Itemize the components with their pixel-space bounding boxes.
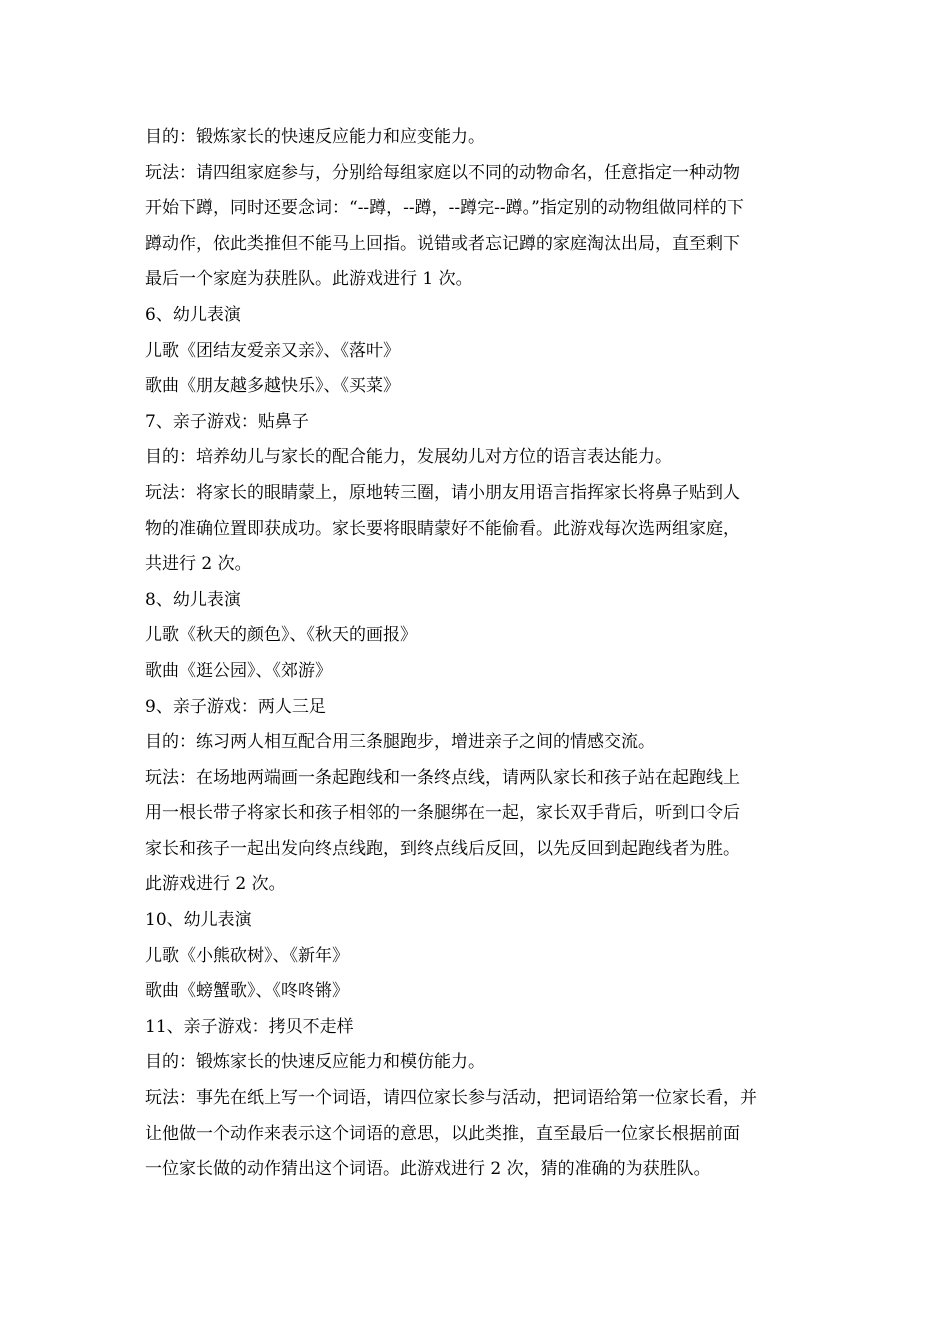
text-line: 玩法：在场地两端画一条起跑线和一条终点线，请两队家长和孩子站在起跑线上: [145, 767, 740, 788]
text-line: 歌曲《朋友越多越快乐》、《买菜》: [145, 376, 400, 397]
text-line: 儿歌《秋天的颜色》、《秋天的画报》: [145, 625, 417, 646]
text-line: 玩法：请四组家庭参与，分别给每组家庭以不同的动物命名，任意指定一种动物: [145, 162, 740, 183]
section-heading: 7、亲子游戏：贴鼻子: [145, 411, 309, 432]
text-line: 玩法：将家长的眼睛蒙上，原地转三圈，请小朋友用语言指挥家长将鼻子贴到人: [145, 482, 740, 503]
text-line: 家长和孩子一起出发向终点线跑，到终点线后反回，以先反回到起跑线者为胜。: [145, 838, 740, 859]
section-heading: 8、幼儿表演: [145, 589, 241, 610]
text-line: 此游戏进行 2 次。: [145, 874, 286, 895]
text-line: 歌曲《逛公园》、《郊游》: [145, 660, 332, 681]
text-line: 让他做一个动作来表示这个词语的意思，以此类推，直至最后一位家长根据前面: [145, 1123, 740, 1144]
text-line: 目的：练习两人相互配合用三条腿跑步，增进亲子之间的情感交流。: [145, 732, 655, 753]
section-heading: 11、亲子游戏：拷贝不走样: [145, 1016, 354, 1037]
text-line: 目的：锻炼家长的快速反应能力和模仿能力。: [145, 1052, 485, 1073]
text-line: 儿歌《小熊砍树》、《新年》: [145, 945, 349, 966]
text-line: 歌曲《螃蟹歌》、《咚咚锵》: [145, 981, 349, 1002]
text-line: 物的准确位置即获成功。家长要将眼睛蒙好不能偷看。此游戏每次选两组家庭，: [145, 518, 740, 539]
text-line: 玩法：事先在纸上写一个词语，请四位家长参与活动，把词语给第一位家长看，并: [145, 1088, 757, 1109]
text-line: 一位家长做的动作猜出这个词语。此游戏进行 2 次，猜的准确的为获胜队。: [145, 1159, 711, 1180]
section-heading: 6、幼儿表演: [145, 304, 241, 325]
text-line: 目的：培养幼儿与家长的配合能力，发展幼儿对方位的语言表达能力。: [145, 447, 672, 468]
text-line: 开始下蹲，同时还要念词：“--蹲，--蹲，--蹲完--蹲。”指定别的动物组做同样的下: [145, 198, 744, 219]
text-line: 最后一个家庭为获胜队。此游戏进行 1 次。: [145, 269, 473, 290]
text-line: 蹲动作，依此类推但不能马上回指。说错或者忘记蹲的家庭淘汰出局，直至剩下: [145, 233, 740, 254]
section-heading: 9、亲子游戏：两人三足: [145, 696, 326, 717]
text-line: 儿歌《团结友爱亲又亲》、《落叶》: [145, 340, 400, 361]
document-page: [145, 120, 810, 1188]
text-line: 用一根长带子将家长和孩子相邻的一条腿绑在一起，家长双手背后，听到口令后: [145, 803, 740, 824]
text-line: 共进行 2 次。: [145, 554, 252, 575]
text-line: 目的：锻炼家长的快速反应能力和应变能力。: [145, 127, 485, 147]
section-heading: 10、幼儿表演: [145, 910, 252, 931]
